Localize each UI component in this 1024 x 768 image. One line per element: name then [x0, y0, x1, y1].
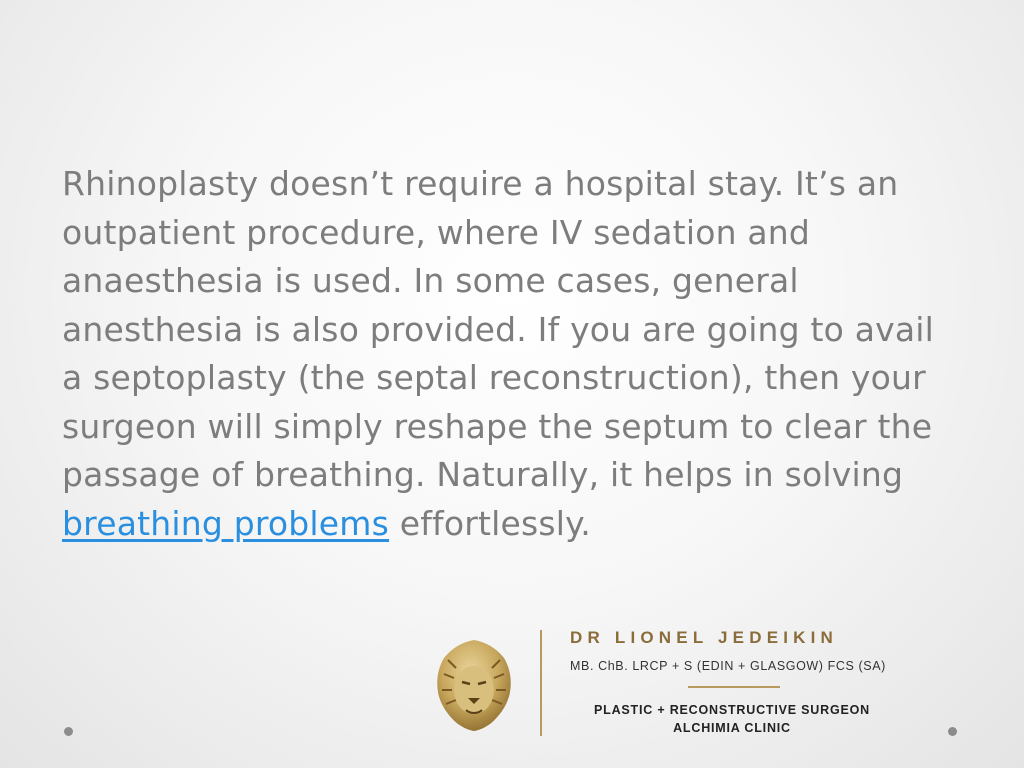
slide-body-text — [62, 160, 962, 548]
clinic-name: ALCHIMIA CLINIC — [673, 721, 791, 735]
clinic-logo-block — [430, 628, 950, 738]
vertical-divider — [540, 630, 542, 736]
breathing-problems-link[interactable]: breathing problems — [62, 503, 390, 543]
body-text-part-2: effortlessly. — [389, 503, 591, 543]
doctor-credentials: MB. ChB. LRCP + S (EDIN + GLASGOW) FCS (SA) — [570, 659, 886, 673]
doctor-name: DR LIONEL JEDEIKIN — [570, 628, 839, 647]
horizontal-divider — [688, 686, 780, 688]
doctor-title: PLASTIC + RECONSTRUCTIVE SURGEON — [594, 703, 870, 717]
decorative-dot-right — [948, 727, 957, 736]
decorative-dot-left — [64, 727, 73, 736]
lion-head-icon — [434, 638, 514, 732]
body-text-part-1: Rhinoplasty doesn’t require a hospital stay. It’s an outpatient procedure, where IV sedation and anaesthesia is used. In some cases, general anesthesia is also provided. If you are going to avail a septoplasty (the septal reconstruction), then your surgeon will simply reshape the septum to clear the passage of breathing. Naturally, it helps in solving — [62, 164, 935, 494]
